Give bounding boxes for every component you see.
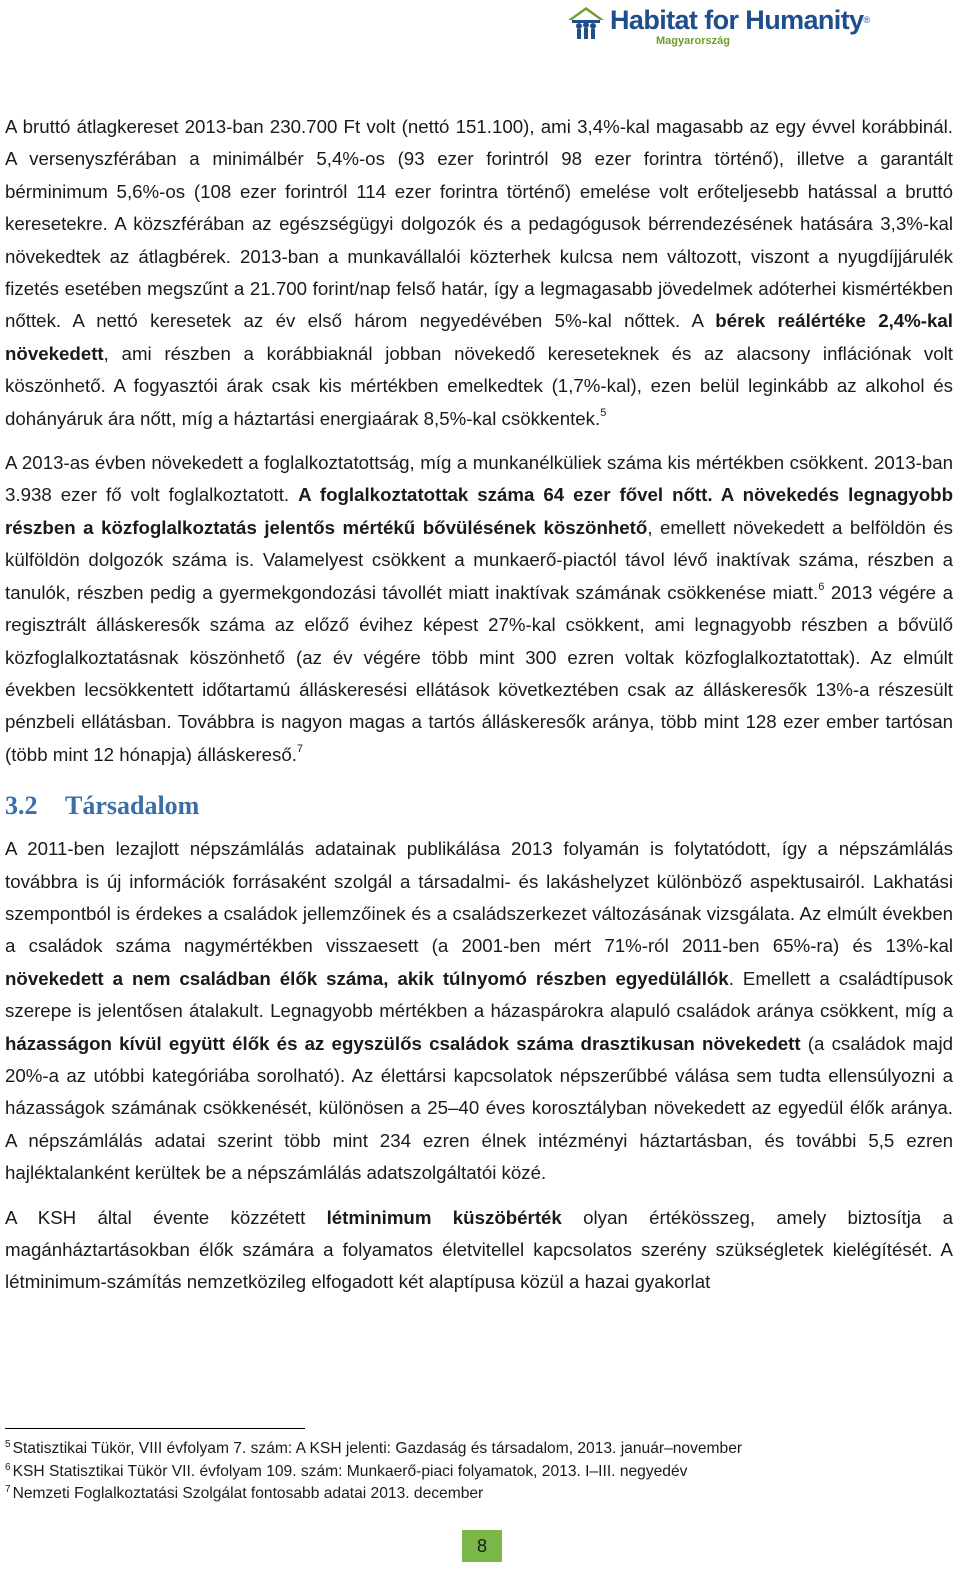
page-number: 8 — [462, 1530, 502, 1562]
footnote-divider — [5, 1428, 305, 1429]
section-heading: 3.2 Társadalom — [5, 791, 200, 821]
footnote-item: $^5$ Statisztikai Tükör, VIII évfolyam 7. szám: A KSH jelenti: Gazdaság és társadalom, 2013. január–november — [5, 1439, 743, 1457]
footnote-ref[interactable]: 6 — [818, 580, 825, 593]
paragraph-wages: A bruttó átlagkereset 2013-ban 230.700 Ft volt (nettó 151.100), ami 3,4%-kal magasabb az egy évvel korábbinál. A versenyszférában a minimálbér 5,4%-os (93 ezer forintról 98 ezer forintra történő), illetve a garantált bérminimum 5,6%-os (108 ezer forintról 114 ezer forintra történő) emelése volt erőteljesebb hatással a bruttó keresetekre. A közszférában az egészségügyi dolgozók és a pedagógusok bérrendezésének hatására 3,3%-kal növekedtek az átlagbérek. 2013-ban a munkavállalói közterhek kulcsa nem változott, viszont a nyugdíjjárulék fizetés esetében megszűnt a 21.700 forint/nap felső határ, így a legmagasabb jövedelmek adóterhei kismértékben nőttek. A nettó keresetek az év első három negyedévében 5%-kal nőttek. A bérek reálértéke 2,4%-kal növekedett, ami részben a korábbiaknál jobban növekedő kereseteknek és az alacsony inflációnak volt köszönhető. A fogyasztói árak csak kis mértékben emelkedtek (1,7%-kal), ezen belül leginkább az alkohol és dohányáruk ára nőtt, míg a háztartási energiaárak 8,5%-kal csökkentek.$^5$ — [5, 116, 953, 429]
footnotes — [5, 1438, 945, 1506]
house-people-icon — [566, 5, 606, 41]
paragraph-employment: A 2013-as évben növekedett a foglalkoztatottság, míg a munkanélküliek száma kis mértékben csökkent. 2013-ban 3.938 ezer fő volt foglalkoztatott. A foglalkoztatottak száma 64 ezer fővel nőtt. A növekedés legnagyobb részben a közfoglalkoztatás jelentős mértékű bővülésének köszönhető, emellett növekedett a belföldön és külföldön dolgozók száma is. Valamelyest csökkent a munkaerő-piactól távol lévő inaktívak száma, részben a tanulók, részben pedig a gyermekgondozási távollét miatt inaktívak számának csökkenése miatt.$^6$ 2013 végére a regisztrált álláskeresők száma az előző évihez képest 27%-kal csökkent, ami legnagyobb részben a bővülő közfoglalkoztatásnak köszönhető (az év végére több mint 300 ezren voltak közfoglalkoztatottak). Az elmúlt években lecsökkentett időtartamú álláskeresési ellátások következtében csak az álláskeresők 13%-a részesült pénzbeli ellátásban. Továbbra is nagyon magas a tartós álláskeresők aránya, több mint 128 ezer ember tartósan (több mint 12 hónapja) álláskereső.$^7$ — [5, 452, 953, 765]
footnote-ref[interactable]: 7 — [296, 742, 304, 755]
logo-subtitle: Magyarország — [656, 35, 730, 47]
footnote-item: $^6$ KSH Statisztikai Tükör VII. évfolyam 109. szám: Munkaerő-piaci folyamatok, 2013. I–III. negyedév — [5, 1461, 688, 1480]
document-body — [5, 111, 953, 1299]
paragraph-subsistence: A KSH által évente közzétett létminimum küszöbérték olyan értékösszeg, amely biztosítja a magánháztartásokban élők számára a folyamatos életvitellel kapcsolatos szerény szükségletek kielégítését. A létminimum-számítás nemzetközileg elfogadott két alaptípusa közül a hazai gyakorlat — [5, 1206, 953, 1293]
footnote-item: $^7$ Nemzeti Foglalkoztatási Szolgálat fontosabb adatai 2013. december — [5, 1484, 484, 1502]
logo-name: Habitat for Humanity® — [610, 5, 870, 35]
paragraph-census: A 2011-ben lezajlott népszámlálás adatainak publikálása 2013 folyamán is folytatódott, így a népszámlálás továbbra is új információk forrásaként szolgál a társadalmi- és lakáshelyzet különböző aspektusairól. Lakhatási szempontból is érdekes a családok jellemzőinek és a családszerkezet változásának vizsgálata. Az elmúlt években a családok száma nagymértékben visszaesett (a 2001-ben mért 71%-ról 2011-ben 65%-ra) és 13%-kal növekedett a nem családban élők száma, akik túlnyomó részben egyedülállók. Emellett a családtípusok szerepe is jelentősen átalakult. Legnagyobb mértékben a házaspárokra alapuló családok aránya csökkent, míg a házasságon kívül együtt élők és az egyszülős családok száma drasztikusan növekedett (a családok majd 20%-a az utóbbi kategóriába sorolható). Az élettársi kapcsolatok népszerűbbé válása sem tudta ellensúlyozni a házasságok számának csökkenését, különösen a 25–40 éves korosztályban növekedett az egyedül élők aránya. A népszámlálás adatai szerint több mint 234 ezren élnek intézményi háztartásban, és további 5,5 ezren hajléktalanként kerültek be a népszámlálás adatszolgáltatói közé. — [5, 838, 953, 1184]
habitat-logo — [566, 5, 870, 48]
footnote-ref[interactable]: 5 — [600, 406, 607, 419]
